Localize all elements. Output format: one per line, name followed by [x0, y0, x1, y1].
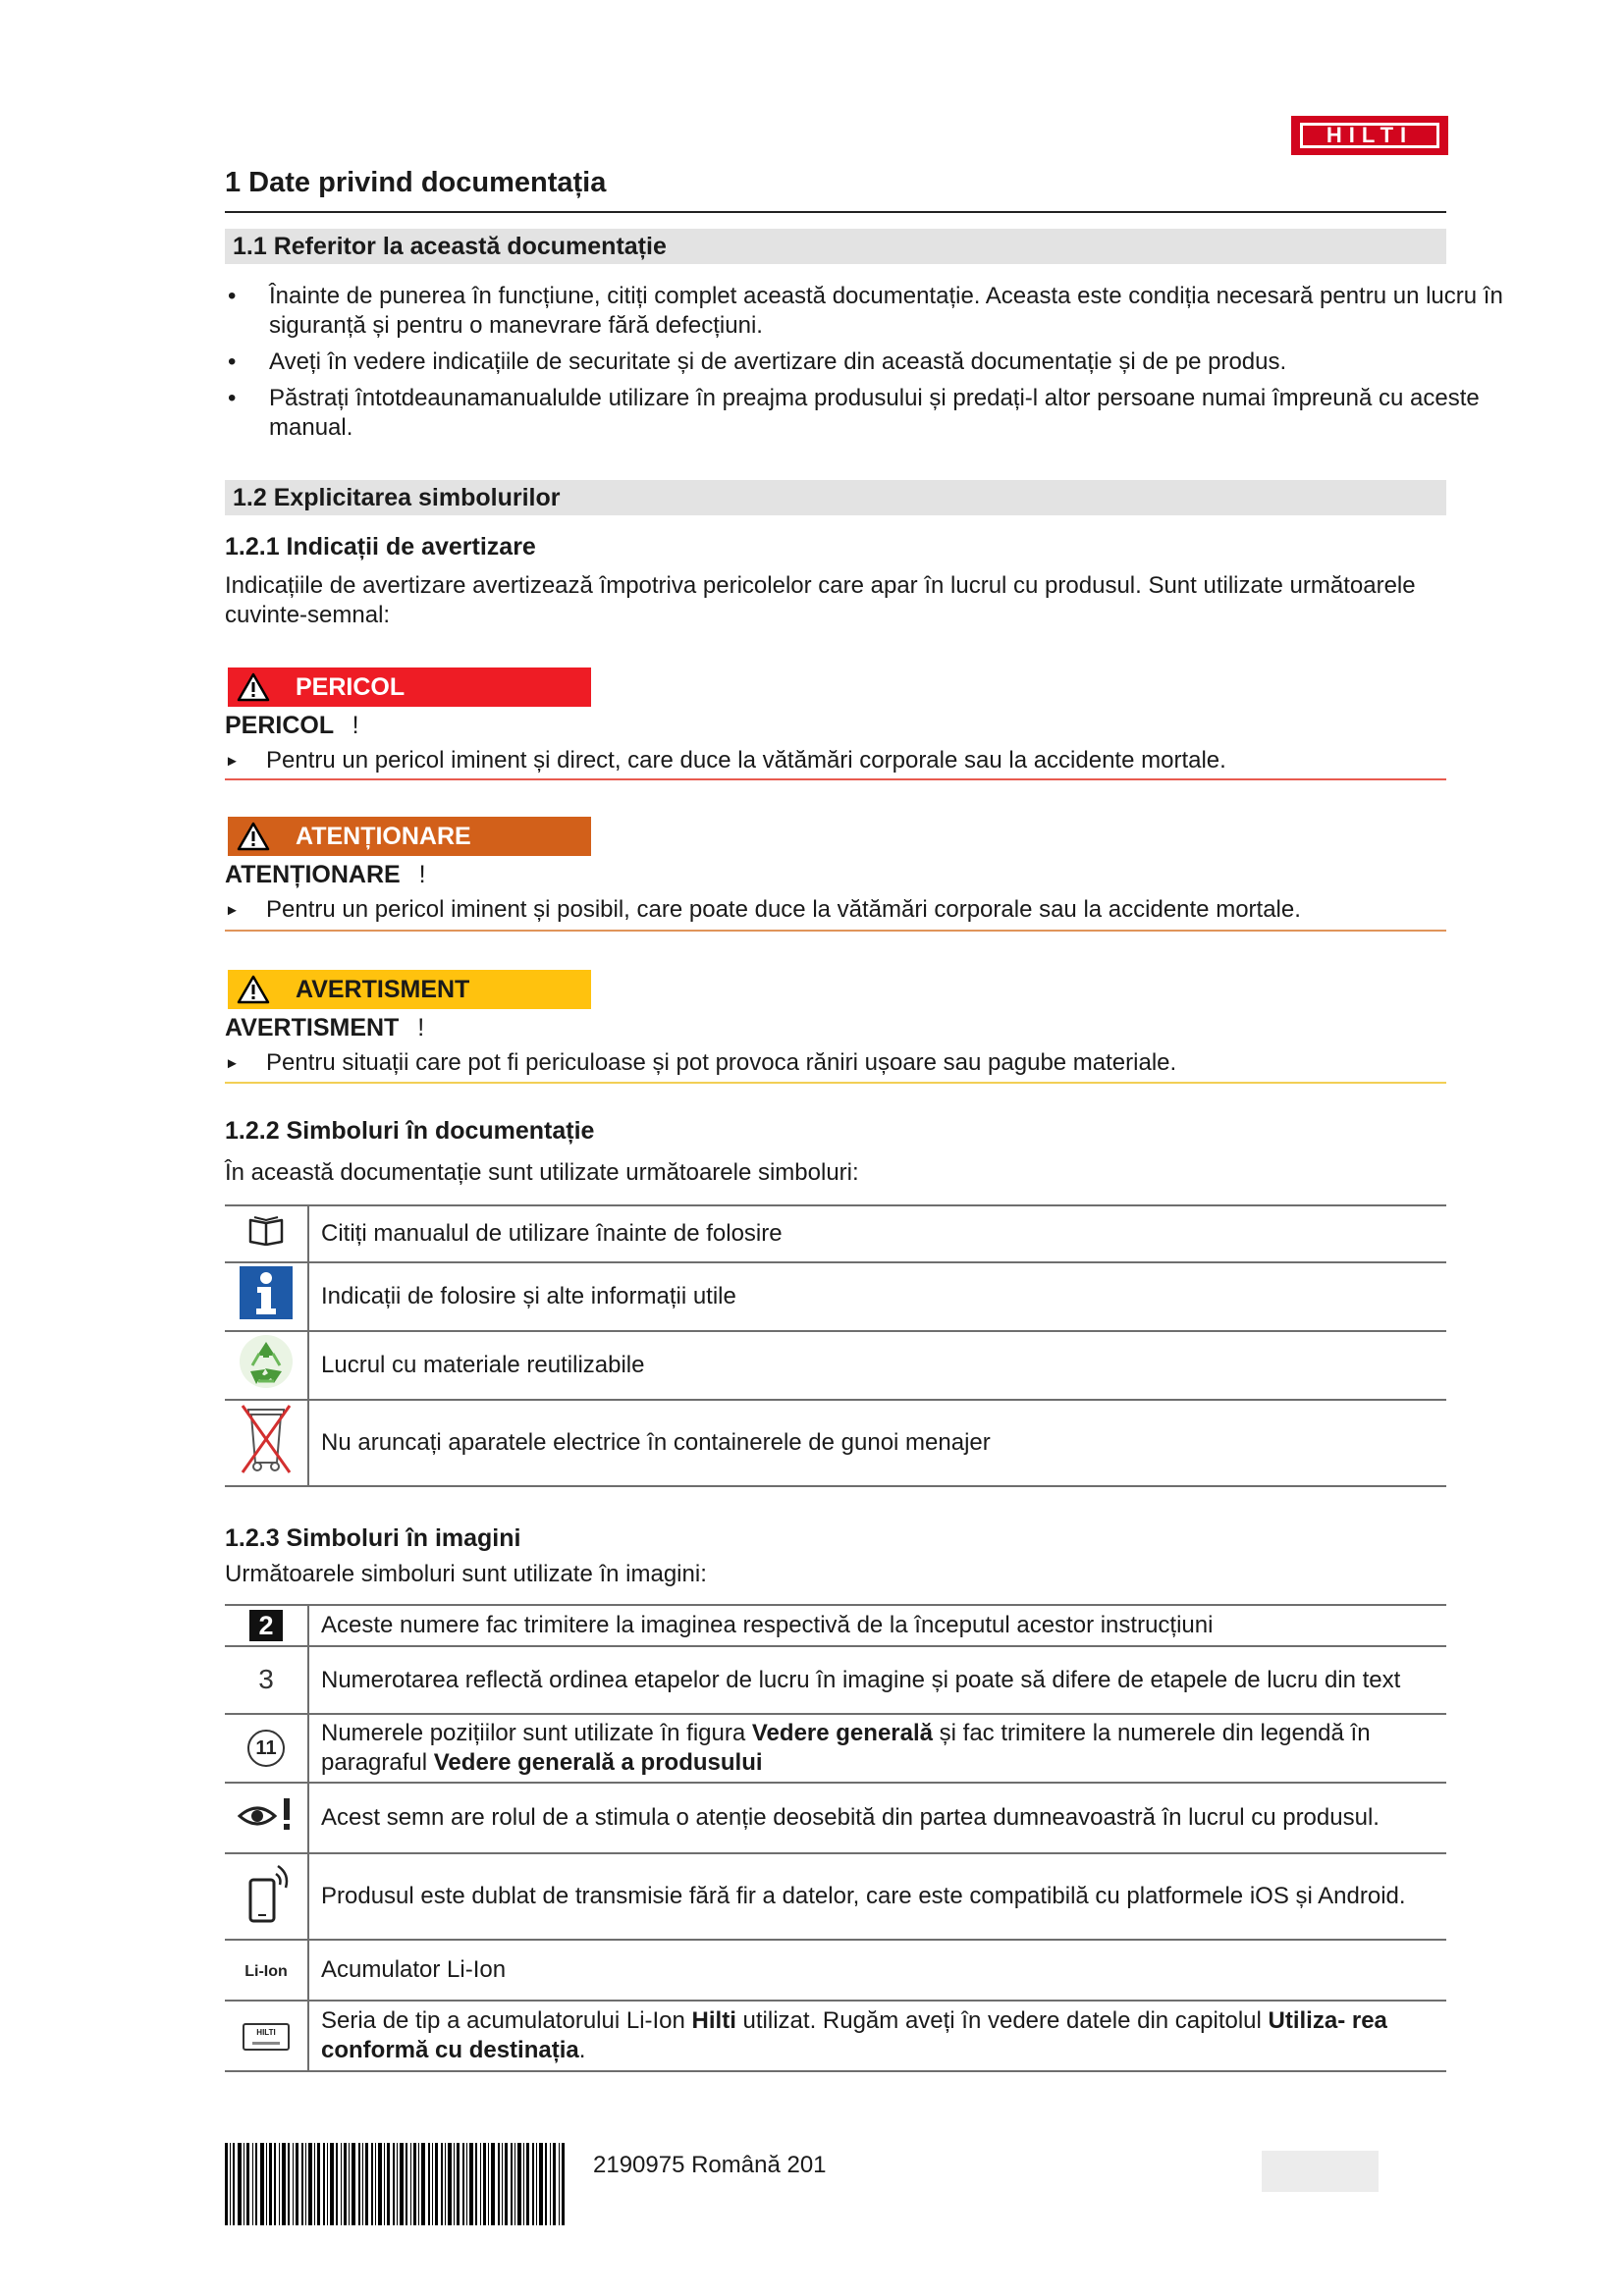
symbol-description: Aceste numere fac trimitere la imaginea respectivă de la începutul acestor instrucțiuni	[308, 1605, 1446, 1646]
danger-description: ► Pentru un pericol iminent și direct, care duce la vătămări corporale sau la accidente mortale.	[225, 747, 1226, 774]
section-1-1-bullet-list	[225, 282, 1531, 450]
symbol-description: Acest semn are rolul de a stimula o atenție deosebită din partea dumneavoastră în lucrul cu produsul.	[308, 1783, 1446, 1853]
book-icon	[246, 1214, 286, 1246]
image-symbols-intro: Următoarele simboluri sunt utilizate în imagini:	[225, 1561, 707, 1587]
warning-triangle-icon	[237, 672, 270, 702]
warnings-intro: Indicațiile de avertizare avertizează împotriva pericolelor care apar în lucrul cu produsul. Sunt utilizate următoarele cuvinte-semnal:	[225, 572, 1416, 628]
section-1-2-heading: 1.2 Explicitarea simbolurilor	[225, 480, 1446, 515]
table-row	[225, 1400, 1446, 1486]
danger-label: PERICOL !	[225, 712, 359, 739]
footer-doc-info: 2190975 Română 201	[593, 2152, 827, 2178]
warning-description: ► Pentru situații care pot fi periculoase și pot provoca răniri ușoare sau pagube materiale.	[225, 1049, 1177, 1076]
chapter-heading: 1 Date privind documentația	[225, 167, 1446, 213]
table-row	[225, 1783, 1446, 1853]
symbol-description: Nu aruncați aparatele electrice în containerele de gunoi menajer	[308, 1400, 1446, 1486]
warning-signal-word: AVERTISMENT	[296, 975, 470, 1003]
table-row	[225, 1331, 1446, 1400]
crossed-bin-icon	[241, 1402, 292, 1476]
symbol-description: Acumulator Li-Ion	[308, 1940, 1446, 2001]
symbol-description: Lucrul cu materiale reutilizabile	[308, 1331, 1446, 1400]
danger-signal-bar	[228, 667, 591, 707]
arrow-bullet-icon: ►	[225, 753, 240, 771]
table-row	[225, 1940, 1446, 2001]
bullet-item: • Înainte de punerea în funcțiune, citiți complet această documentație. Aceasta este condiția necesară pentru un lucru în siguranță și pentru o manevrare fără defecțiuni.	[225, 282, 1531, 341]
step-number-icon: 3	[258, 1663, 274, 1694]
attention-eye-icon	[238, 1794, 295, 1834]
caution-label: ATENȚIONARE !	[225, 861, 426, 888]
table-row	[225, 1605, 1446, 1646]
symbol-description: Citiți manualul de utilizare înainte de folosire	[308, 1205, 1446, 1262]
warning-divider	[225, 1082, 1446, 1084]
warning-label: AVERTISMENT !	[225, 1014, 425, 1041]
table-row	[225, 1853, 1446, 1940]
warning-triangle-icon	[237, 975, 270, 1004]
section-1-1-heading: 1.1 Referitor la această documentație	[225, 229, 1446, 264]
warning-signal-bar	[228, 970, 591, 1009]
caution-divider	[225, 930, 1446, 932]
table-row	[225, 1646, 1446, 1714]
battery-series-icon: HILTI	[243, 2023, 290, 2051]
bullet-item: • Păstrați întotdeaunamanualulde utilizare în preajma produsului și predați-l altor persoane numai împreună cu aceste manual.	[225, 384, 1531, 443]
caution-description: ► Pentru un pericol iminent și posibil, care poate duce la vătămări corporale sau la accidente mortale.	[225, 896, 1301, 923]
symbol-description: Numerotarea reflectă ordinea etapelor de lucru în imagine și poate să difere de etapele de lucru din text	[308, 1646, 1446, 1714]
image-symbols-table	[225, 1604, 1446, 2072]
symbol-description: Indicații de folosire și alte informații utile	[308, 1262, 1446, 1331]
table-row	[225, 1262, 1446, 1331]
li-ion-icon: Li-Ion	[244, 1962, 288, 1980]
section-1-2-2-heading: 1.2.2 Simboluri în documentație	[225, 1117, 595, 1145]
figure-number-icon: 2	[249, 1610, 283, 1641]
warning-triangle-icon	[237, 822, 270, 851]
page-tab-marker	[1262, 2151, 1379, 2192]
barcode-image	[225, 2143, 565, 2225]
recycle-icon	[239, 1334, 294, 1389]
symbol-description: Seria de tip a acumulatorului Li-Ion Hilti utilizat. Rugăm aveți în vedere datele din capitolul Utiliza- rea conformă cu destinația.	[308, 2001, 1446, 2071]
arrow-bullet-icon: ►	[225, 902, 240, 920]
hilti-logo	[1291, 116, 1448, 155]
caution-signal-word: ATENȚIONARE	[296, 822, 471, 850]
wireless-phone-icon	[241, 1860, 292, 1925]
arrow-bullet-icon: ►	[225, 1055, 240, 1073]
hilti-logo-text: HILTI	[1300, 123, 1439, 148]
symbol-description: Produsul este dublat de transmisie fără fir a datelor, care este compatibilă cu platformele iOS și Android.	[308, 1853, 1446, 1940]
symbol-description: Numerele pozițiilor sunt utilizate în figura Vedere generală și fac trimitere la numerele din legendă în paragraful Vedere generală a produsului	[308, 1714, 1446, 1783]
doc-symbols-table	[225, 1204, 1446, 1487]
section-1-2-3-heading: 1.2.3 Simboluri în imagini	[225, 1524, 521, 1552]
table-row	[225, 1714, 1446, 1783]
table-row	[225, 2001, 1446, 2071]
danger-divider	[225, 778, 1446, 780]
bullet-item: • Aveți în vedere indicațiile de securitate și de avertizare din această documentație și de pe produs.	[225, 347, 1531, 377]
caution-signal-bar	[228, 817, 591, 856]
section-1-2-1-heading: 1.2.1 Indicații de avertizare	[225, 533, 536, 561]
info-icon	[240, 1266, 293, 1319]
doc-symbols-intro: În această documentație sunt utilizate următoarele simboluri:	[225, 1159, 859, 1186]
table-row	[225, 1205, 1446, 1262]
danger-signal-word: PERICOL	[296, 672, 406, 701]
position-number-icon: 11	[247, 1730, 285, 1767]
